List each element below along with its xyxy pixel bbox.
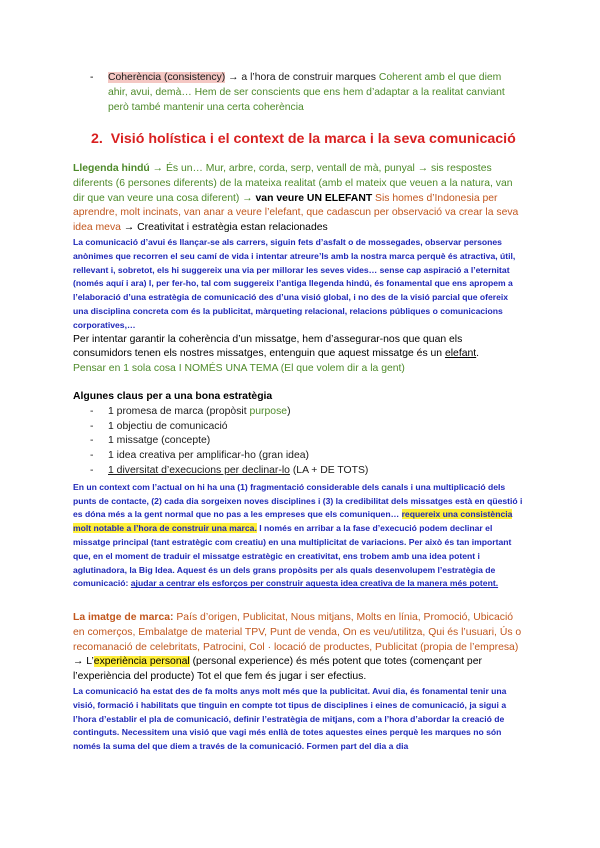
llegenda-text-1: → És un… Mur, arbre, corda, serp, ventall de mà, punyal → sis respostes diferents (6 persones diferents) de la mateixa realitat (amb el mateix que veuen a la natura, van dir que van veure una cosa diferent) → <box>73 163 513 204</box>
list-item-text: 1 missatge (concepte) <box>108 435 211 447</box>
coherence-term: Coherència (consistency) <box>108 72 226 83</box>
heading-title: Visió holística i el context de la marca i la seva comunicació <box>110 131 516 147</box>
list-item-text: 1 objectiu de comunicació <box>108 420 228 432</box>
imatge-orange-list: País d’origen, Publicitat, Nous mitjans, Molts en línia, Promoció, Ubicació en comerços, Embalatge de material TPV, Punt de venda, On es veu/utilitza, Qui és l’usuari, Ús o recomanació de celebritats, Patrocini, Col · locació de productes, Publicitat (propia de l’empresa) <box>73 612 522 653</box>
dash-marker: - <box>90 72 94 83</box>
list-item <box>73 420 523 435</box>
llegenda-paragraph <box>73 162 523 236</box>
claus-title: Algunes claus per a una bona estratègia <box>73 391 273 402</box>
list-item-tail: ) <box>287 405 291 417</box>
heading-number: 2. <box>91 131 103 147</box>
claus-blue-paragraph <box>73 481 523 591</box>
list-item <box>73 405 523 420</box>
coherence-elephant-underlined: elefant <box>444 348 477 360</box>
bullet-coherence-text <box>73 71 523 115</box>
claus-section <box>73 390 523 591</box>
llegenda-orange-text: Sis homes d’Indonesia per aprendre, molt incinats, van anar a veure l’elefant, que cadascun per observació va crear la seva idea meva <box>73 192 519 234</box>
experience-arrow: → L’ <box>73 656 94 668</box>
list-item-text: 1 promesa de marca (propòsit <box>108 405 250 417</box>
llegenda-black-text: → Creativitat i estratègia estan relacionades <box>120 222 328 234</box>
coherence-paragraph <box>73 333 523 363</box>
claus-blue-a: En un context com l’actual on hi ha una (1) fragmentació considerable dels canals i una multiplicació dels punts de contacte, (2) cada dia sorgeixen noves disciplines i (3) la credibilitat dels missatges està en qüestió i es dóna més a la gent normal que no pas a les empreses que els comuniquen… <box>73 481 523 520</box>
bullet-coherence <box>73 71 523 115</box>
imatge-title: La imatge de marca: <box>73 612 174 623</box>
list-item <box>73 449 523 464</box>
experience-paragraph <box>73 655 523 685</box>
coherence-paragraph-a: Per intentar garantir la coherència d’un missatge, hem d’assegurar-nos que quan els consumidors tenen els nostres missatges, entenguin que aquest missatge és un <box>73 333 463 360</box>
claus-list <box>73 405 523 479</box>
imatge-blue-paragraph: La comunicació ha estat des de fa molts anys molt més que la publicitat. Avui dia, és fonamental tenir una visió, formació i habilitats que tinguin en compte tot tipus de disciplines i eines de comunicació, ja sigui a l’hora d’establir el pla de comunicació, definir l’estratègia de mitjans, com a l’hora d’abordar la creació de continguts. Necessitem una visió que vagi més enllà de totes aquestes eines perquè les marques no són només la suma del que diem a través de la comunicació. Formen part del dia a dia <box>73 685 507 752</box>
list-item-text: 1 idea creativa per amplificar-ho (gran idea) <box>108 450 309 462</box>
imatge-paragraph <box>73 611 523 655</box>
coherence-green-text: Coherent amb el que diem ahir, avui, demà… Hem de ser conscients que ens hem d’adaptar a la realitat canviant però també mantenir una certa coherència <box>108 72 505 113</box>
list-item <box>73 464 523 479</box>
list-item-tail: (LA + DE TOTS) <box>289 464 369 476</box>
section-heading <box>91 130 551 148</box>
list-item-text: 1 diversitat d’execucions per declinar-lo <box>108 464 290 476</box>
llegenda-elephant: van veure UN ELEFANT <box>255 192 373 204</box>
claus-blue-b: I només en arribar a la fase d’execució podem declinar el missatge principal (tant estratègic com creatiu) en una multiplicitat de variacions. Per això és tan important que, en el moment de traduir el missatge estratègic en creativitat, ens trobem amb una idea potent i aglutinadora, la Big Idea. Aquest és un dels grans propòsits per als quals desenvolupem l’estratègia de comunicació: <box>73 523 512 589</box>
claus-blue-highlight: requereix una consistència molt notable a l’hora de construir una marca. <box>73 509 513 534</box>
llegenda-green-line: Pensar en 1 sola cosa I NOMÉS UNA TEMA (El que volem dir a la gent) <box>73 363 405 375</box>
llegenda-blue-paragraph: La comunicació d’avui és llançar-se als carrers, siguin fets d’asfalt o de mossegades, observar persones anònimes que recorren el seu camí de vida i intentar atreure’ls amb la nostra marca perquè és atractiva, útil, rellevant i, sobretot, els hi suggereix una via per millorar les seves vides… sense cap aspiració a l’eternitat (només aquí i ara) I, per fer-ho, tal com suggereix l’antiga llegenda hindú, és fonamental que ens apropem a l’elaboració d’una estratègia de comunicació des d’una visió global, i no des de la visió parcial que ofereix una disciplina concreta com és la publicitat, màrqueting relacional, relacions públiques o comunicacions corporatives,… <box>73 236 516 330</box>
experience-highlight: experiència personal <box>93 656 190 668</box>
coherence-arrow-text: → a l’hora de construir marques <box>225 72 379 83</box>
coherence-paragraph-b: . <box>476 348 480 360</box>
list-item <box>73 434 523 449</box>
claus-blue-underlined: ajudar a centrar els esforços per construir aquesta idea creativa de la manera més potent. <box>130 578 499 589</box>
list-item-green: purpose <box>249 405 288 417</box>
llegenda-section <box>73 162 523 377</box>
llegenda-title: Llegenda hindú <box>73 163 150 174</box>
experience-after: (personal experience) és més potent que totes (començant per l’experiència del producte) Tot el que fem és jugar i ser efectius. <box>73 656 482 683</box>
imatge-section <box>73 611 523 754</box>
